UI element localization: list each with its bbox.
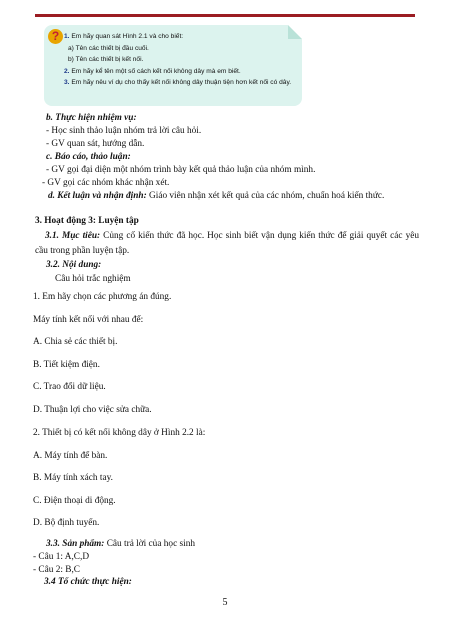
product-line: 3.3. Sản phẩm: Câu trả lời của học sinh <box>46 539 196 549</box>
answer-1: - Câu 1: A,C,D <box>33 552 90 562</box>
quiz-title: Câu hỏi trắc nghiệm <box>55 274 131 284</box>
question-1-stem: Máy tính kết nối với nhau để: <box>33 315 144 325</box>
q2-option-c: C. Điện thoại di động. <box>33 496 116 506</box>
section-d-paragraph: d. Kết luận và nhận định: Giáo viên nhận xét kết quả của các nhóm, chuẩn hoá kiến thức. <box>48 191 385 201</box>
q2-option-b: B. Máy tính xách tay. <box>33 473 113 483</box>
header-rule <box>35 14 415 17</box>
question-callout-box <box>44 25 302 106</box>
section-c-line-1: - GV gọi đại diện một nhóm trình bày kết quả thảo luận của nhóm mình. <box>46 165 316 175</box>
section-b-heading: b. Thực hiện nhiệm vụ: <box>46 113 137 123</box>
callout-line-3: b) Tên các thiết bị kết nối. <box>68 56 144 63</box>
callout-questions <box>64 31 291 89</box>
callout-line-5: 3. Em hãy nêu ví dụ cho thấy kết nối không dây thuận tiện hơn kết nối có dây. <box>64 79 292 86</box>
q1-option-c: C. Trao đổi dữ liệu. <box>33 382 106 392</box>
question-1: 1. Em hãy chọn các phương án đúng. <box>33 292 172 302</box>
answer-2: - Câu 2: B,C <box>33 565 81 575</box>
q1-option-b: B. Tiết kiệm điện. <box>33 360 100 370</box>
q2-option-d: D. Bộ định tuyến. <box>33 518 100 528</box>
q1-option-d: D. Thuận lợi cho việc sửa chữa. <box>33 405 152 415</box>
content-heading: 3.2. Nội dung: <box>46 260 102 270</box>
section-c-heading: c. Báo cáo, thảo luận: <box>46 152 131 162</box>
section-b-line-2: - GV quan sát, hướng dẫn. <box>46 139 145 149</box>
callout-line-2: a) Tên các thiết bị đầu cuối. <box>68 44 149 52</box>
q2-option-a: A. Máy tính để bàn. <box>33 451 108 461</box>
objective-paragraph: 3.1. Mục tiêu: Củng cố kiến thức đã học. Học sinh biết vận dụng kiến thức để giải quyết các yêu cầu trong phần luyện tập. <box>35 231 419 256</box>
question-mark-icon: ? <box>48 29 63 44</box>
question-2: 2. Thiết bị có kết nối không dây ở Hình 2.2 là: <box>33 428 206 438</box>
q1-option-a: A. Chia sẻ các thiết bị. <box>33 337 118 347</box>
callout-line-4: 2. Em hãy kể tên một số cách kết nối không dây mà em biết. <box>64 67 241 75</box>
organization-heading: 3.4 Tổ chức thực hiện: <box>44 577 132 587</box>
section-b-line-1: - Học sinh thảo luận nhóm trả lời câu hỏi. <box>46 126 202 136</box>
callout-line-1: 1. Em hãy quan sát Hình 2.1 và cho biết: <box>64 33 184 40</box>
page-number: 5 <box>222 597 228 608</box>
activity-3-heading: 3. Hoạt động 3: Luyện tập <box>35 216 139 226</box>
section-c-line-2: - GV gọi các nhóm khác nhận xét. <box>42 178 170 188</box>
